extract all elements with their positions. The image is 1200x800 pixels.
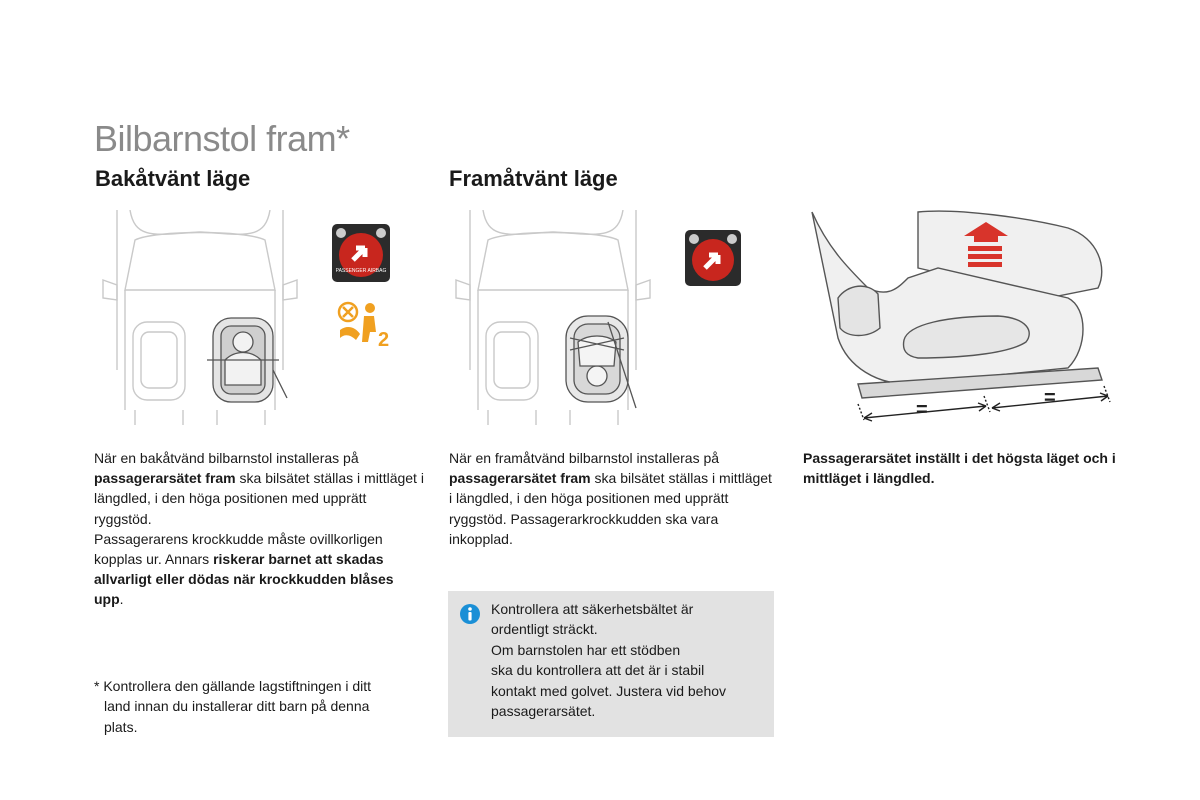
rear-facing-car-illustration: [95, 210, 305, 430]
equal-sign-1: =: [916, 399, 928, 421]
info-line-4: ska du kontrollera att det är i stabil: [491, 662, 705, 679]
forward-para1-part2: ska bilsätet ställas i mittläget i längdled, i den höga positionen med upprätt ryggstöd. Passagerarkrockkudden ska vara inkopplad.: [449, 470, 772, 547]
info-line-5: kontakt med golvet. Justera vid behov: [491, 682, 727, 699]
rear-para2-part2: .: [119, 591, 124, 608]
info-box: [448, 591, 774, 737]
rear-para1-bold: passagerarsätet fram: [94, 470, 236, 487]
forward-facing-text: [449, 448, 777, 549]
passenger-airbag-off-badge-icon: [332, 224, 390, 282]
info-line-1: Kontrollera att säkerhetsbältet är: [491, 601, 694, 617]
forward-para1-bold: passagerarsätet fram: [449, 470, 591, 487]
rear-facing-text: [94, 448, 424, 610]
heading-rear-facing: Bakåtvänt läge: [95, 166, 251, 191]
seat-height-illustration: [808, 208, 1114, 426]
info-icon: [460, 604, 480, 624]
rear-para1-part2: ska bilsätet ställas i mittläget i längdled, i den höga positionen med upprätt ryggstöd.: [94, 470, 424, 527]
rear-para2-part1: Passagerarens krockkudde måste ovillkorligen kopplas ur. Annars: [94, 530, 383, 568]
page-title: Bilbarnstol fram*: [94, 118, 350, 159]
heading-forward-facing: Framåtvänt läge: [449, 166, 618, 191]
footnote-line-1: * Kontrollera den gällande lagstiftningen i ditt: [94, 678, 372, 694]
footnote-line-2: land innan du installerar ditt barn på denna: [104, 698, 370, 715]
passenger-airbag-on-badge-icon: [685, 230, 741, 286]
warning-digit: 2: [378, 329, 390, 350]
svg-text:PASSENGER AIRBAG: PASSENGER AIRBAG: [335, 268, 387, 274]
equal-sign-2: =: [1044, 387, 1056, 409]
info-line-3: Om barnstolen har ett stödben: [491, 641, 681, 658]
footnote: [94, 676, 414, 737]
info-text: [491, 599, 763, 721]
airbag-off-warning-icon: [334, 300, 390, 350]
rear-para2-bold: riskerar barnet att skadas allvarligt eller dödas när krockkudden blåses upp: [94, 551, 394, 608]
seat-caption: Passagerarsätet inställt i det högsta läget och i mittläget i längdled.: [803, 450, 1116, 487]
forward-facing-car-illustration: [448, 210, 658, 430]
rear-para1-part1: När en bakåtvänd bilbarnstol installeras på: [94, 450, 359, 466]
info-line-6: passagerarsätet.: [491, 703, 596, 720]
footnote-line-3: plats.: [104, 718, 138, 735]
info-line-2: ordentligt sträckt.: [491, 621, 598, 638]
forward-para1-part1: När en framåtvänd bilbarnstol installeras på: [449, 450, 720, 466]
